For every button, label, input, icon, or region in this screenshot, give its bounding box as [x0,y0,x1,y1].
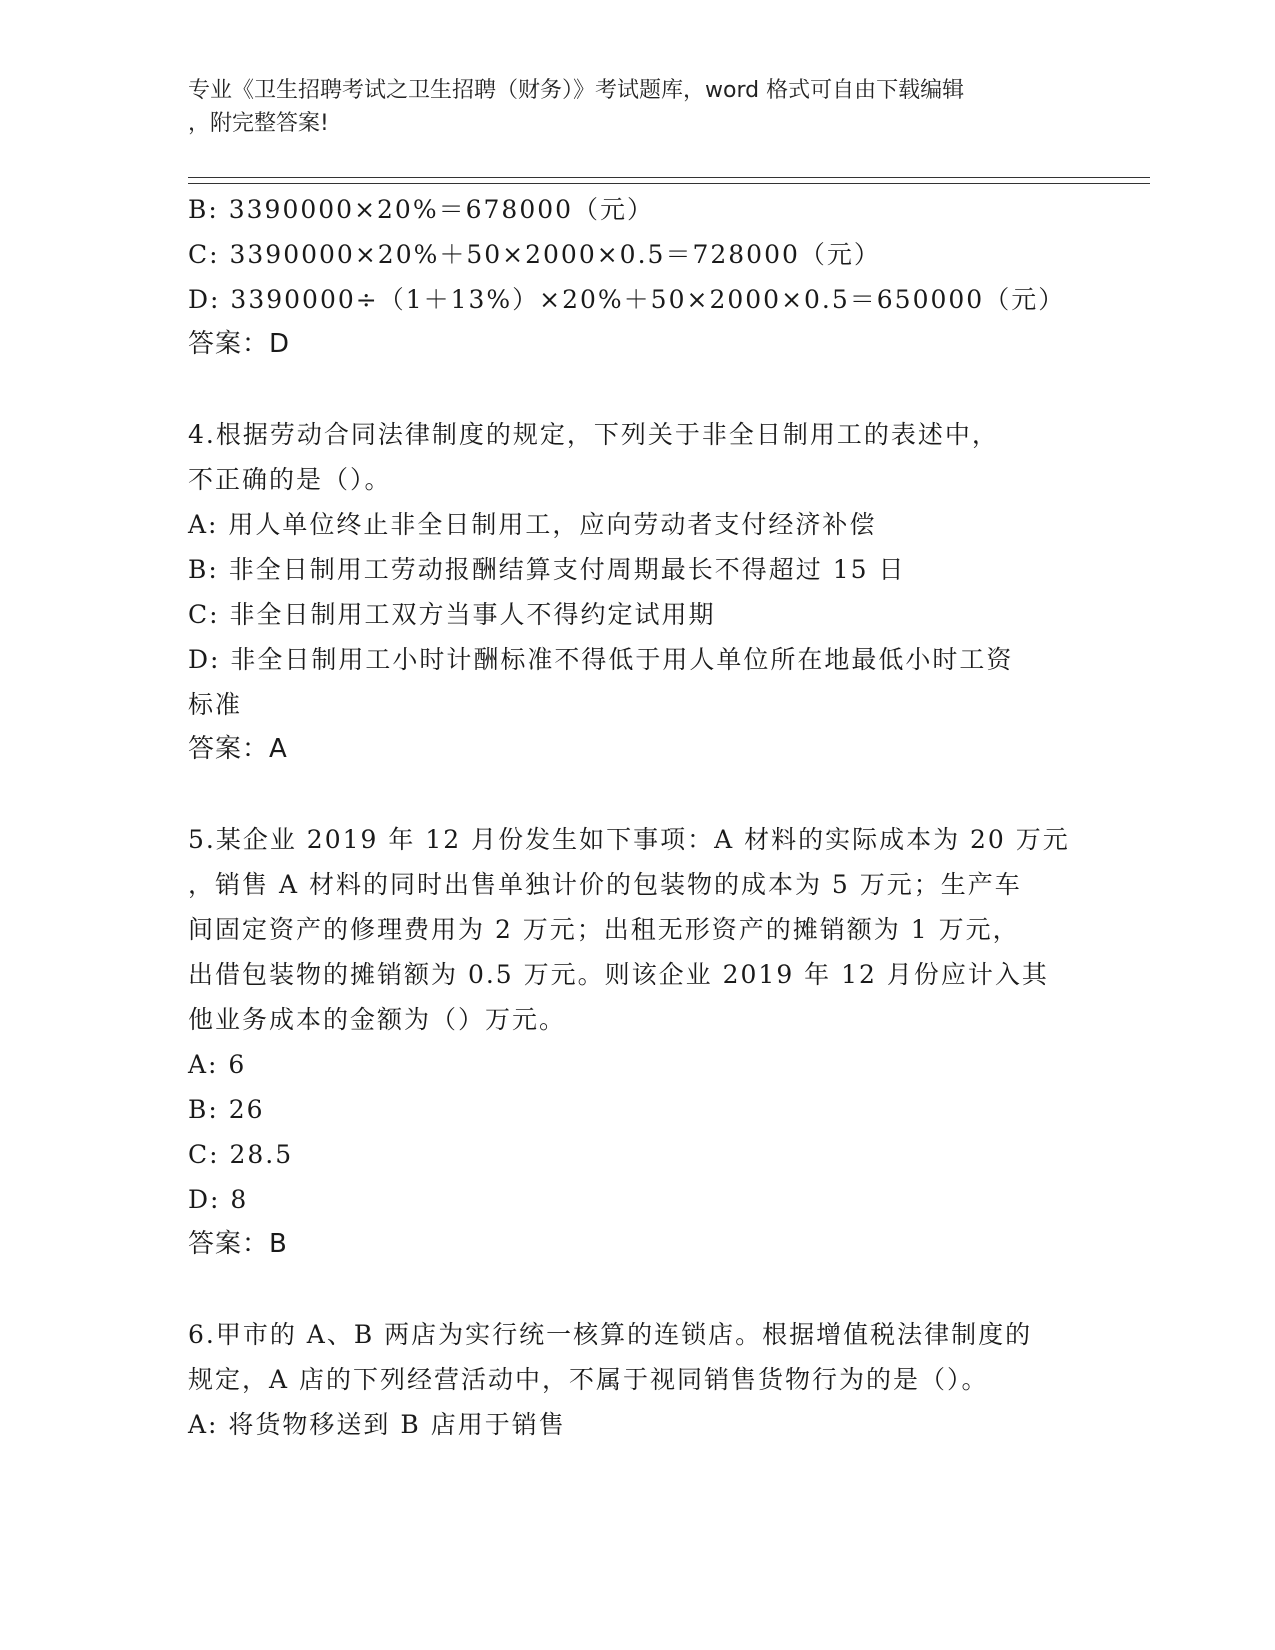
question-stem: 6.甲市的 A、B 两店为实行统一核算的连锁店。根据增值税法律制度的 [188,1320,1033,1349]
question-stem: 间固定资产的修理费用为 2 万元；出租无形资产的摊销额为 1 万元， [188,915,1020,944]
option-d-continued: 标准 [188,690,243,719]
header-rule-top [188,177,1150,178]
option-a: A: 用人单位终止非全日制用工，应向劳动者支付经济补偿 [188,510,877,539]
question-stem: 出借包装物的摊销额为 0.5 万元。则该企业 2019 年 12 月份应计入其 [188,960,1049,989]
option-c: C: 非全日制用工双方当事人不得约定试用期 [188,600,716,629]
question-3 [188,187,1088,367]
question-5 [188,817,1088,1267]
option-d: D: 8 [188,1185,249,1214]
document-header [188,74,1068,140]
question-stem: 不正确的是（）。 [188,465,392,494]
answer: 答案：B [188,1229,288,1259]
header-line-2: ，附完整答案! [188,111,329,136]
question-stem: 4.根据劳动合同法律制度的规定，下列关于非全日制用工的表述中， [188,420,999,449]
option-a: A: 将货物移送到 B 店用于销售 [188,1410,566,1439]
option-c: C: 3390000×20%＋50×2000×0.5＝728000（元） [188,240,881,269]
option-a: A: 6 [188,1050,247,1079]
answer: 答案：A [188,734,288,764]
question-stem: 规定，A 店的下列经营活动中，不属于视同销售货物行为的是（）。 [188,1365,989,1394]
spacer [188,772,1088,817]
option-c: C: 28.5 [188,1140,294,1169]
question-list [188,187,1088,1447]
spacer [188,367,1088,412]
question-4 [188,412,1088,772]
question-stem: ，销售 A 材料的同时出售单独计价的包装物的成本为 5 万元；生产车 [188,870,1022,899]
option-b: B: 26 [188,1095,265,1124]
question-stem: 他业务成本的金额为（）万元。 [188,1005,567,1034]
option-b: B: 3390000×20%＝678000（元） [188,195,655,224]
header-rule-bottom [188,183,1150,184]
answer: 答案：D [188,329,291,359]
option-d: D: 非全日制用工小时计酬标准不得低于用人单位所在地最低小时工资 [188,645,1014,674]
header-line-1: 专业《卫生招聘考试之卫生招聘（财务）》考试题库，word 格式可自由下载编辑 [188,78,965,103]
spacer [188,1267,1088,1312]
question-stem: 5.某企业 2019 年 12 月份发生如下事项：A 材料的实际成本为 20 万元 [188,825,1070,854]
question-6 [188,1312,1088,1447]
option-d: D: 3390000÷（1＋13%）×20%＋50×2000×0.5＝650000（元） [188,285,1066,314]
option-b: B: 非全日制用工劳动报酬结算支付周期最长不得超过 15 日 [188,555,906,584]
